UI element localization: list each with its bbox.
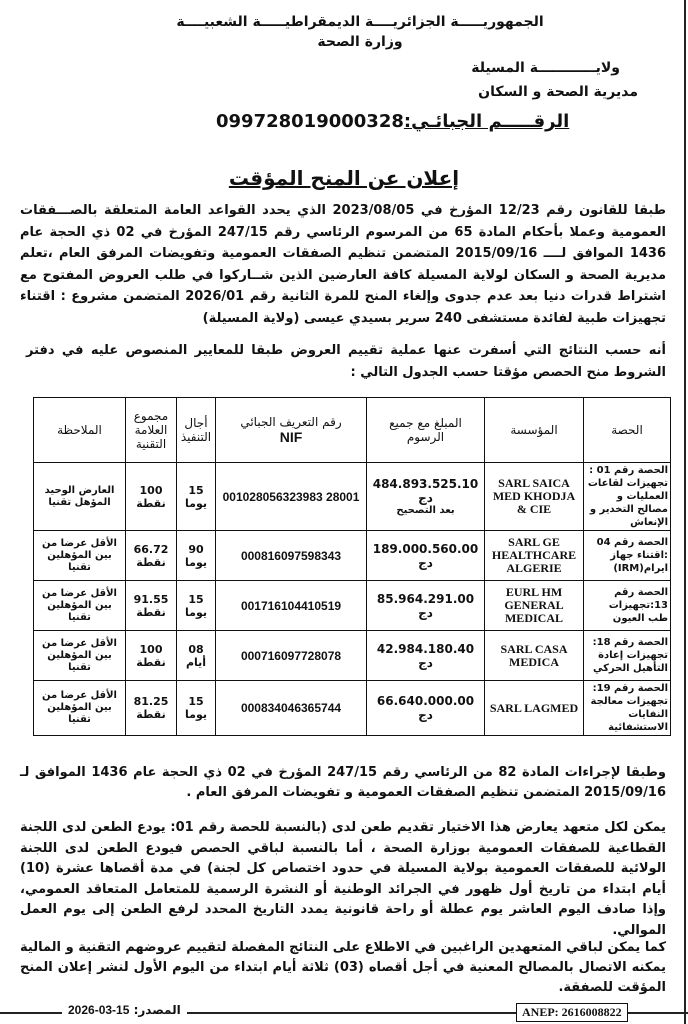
cell-nif: 001028056323983 28001 [216,463,367,531]
header-lot: الحصة [584,398,671,463]
header-note: الملاحظة [34,398,126,463]
header-nif [216,398,367,463]
cell-note: الأقل عرضا من بين المؤهلين تقنيا [34,681,126,736]
cell-delay: 08 أيام [177,631,216,681]
cell-note: الأقل عرضا من بين المؤهلين تقنيا [34,631,126,681]
cell-delay: 15 يوما [177,463,216,531]
legal-basis-paragraph: وطبقا لإجراءات المادة 82 من الرئاسي رقم 247/15 المؤرخ في 02 ذي الحجة عام 1436 الموافق لـ 2015/09/16 المتضمن تنظيم الصفقات العمومية و تفويضات المرفق العام . [20,765,666,800]
cell-amount: 42.984.180.40 دج [367,631,485,681]
directorate-heading: مديرية الصحة و السكان [478,84,638,100]
table-row [34,631,671,681]
ministry-heading: وزارة الصحة [317,34,403,50]
header-delay: أجال التنفيذ [177,398,216,463]
cell-lot: الحصة رقم 04 :اقتناء جهاز ايرام(IRM) [584,531,671,581]
cell-score: 81.25 نقطة [126,681,177,736]
cell-amount: 189.000.560.00 دج [367,531,485,581]
header-nif-ar: رقم التعريف الجبائي [240,415,342,429]
cell-amount: 85.964.291.00 دج [367,581,485,631]
table-row [34,463,671,531]
announcement-title [0,166,688,190]
cell-amount-note: بعد التصحيح [396,505,455,516]
cell-score: 100 نقطة [126,463,177,531]
appeal-paragraph: يمكن لكل متعهد يعارض هذا الاختيار تقديم طعن لدى (بالنسبة للحصة رقم 01: يودع الطعن لدى اللجنة القطاعية للصفقات العمومية بوزارة الصحة ، أما بالنسبة لباقي الحصص فيودع الطعن لدى اللجنة الولائية للصفقات العمومية بولاية المسيلة في حدود اختصاص كل لجنة) في مدة أقصاها عشرة (10) أيام ابتداء من تاريخ أول ظهور في الجرائد الوطنية أو النشرة الرسمية للمتعامل المتعاقد العمومي، وإذا صادف اليوم العاشر يوم عطلة أو راحة قانونية يمدد التاريخ المحدد لرفع الطعن إلى يوم العمل الموالي. [20,820,666,938]
tax-id-label: الرقـــــم الجبائـي: [403,111,570,132]
cell-delay: 15 يوما [177,681,216,736]
cell-score: 100 نقطة [126,631,177,681]
right-border-line [684,0,686,1024]
cell-note: العارض الوحيد المؤهل تقنيا [34,463,126,531]
consultation-paragraph: كما يمكن لباقي المتعهدين الراغبين في الاطلاع على النتائج المفصلة لتقييم عروضهم التقنية و المالية يمكنه الاتصال بالمصالح المعنية في أجل أقصاه (03) ثلاثة أيام ابتداء من اليوم الأول لنشر إعلان المنح المؤقت للصفقة. [20,940,666,995]
cell-score: 66.72 نقطة [126,531,177,581]
republic-heading: الجمهوريـــــة الجزائريــــة الديمقراطيـــــة الشعبيــــة [176,14,544,30]
source-label: المصدر: [133,1003,181,1017]
table-row [34,531,671,581]
cell-delay: 15 يوما [177,581,216,631]
cell-amount: 66.640.000.00 دج [367,681,485,736]
cell-delay: 90 يوما [177,531,216,581]
cell-firm: SARL SAICA MED KHODJA & CIE [485,463,584,531]
table-row [34,681,671,736]
header-score: مجموع العلامة التقنية [126,398,177,463]
table-row [34,581,671,631]
results-paragraph: أنه حسب النتائج التي أسفرت عنها عملية تقييم العروض طبقا للمعايير المنصوص عليه في دفتر الشروط منح الحصص مؤقتا حسب الجدول التالي : [26,343,666,380]
cell-firm: SARL LAGMED [485,681,584,736]
cell-nif: 000834046365744 [216,681,367,736]
cell-amount [367,463,485,531]
cell-firm: SARL CASA MEDICA [485,631,584,681]
cell-score: 91.55 نقطة [126,581,177,631]
cell-lot: الحصة رقم 01 : تجهيزات لقاعات العمليات و مصالح التخدير و الإنعاش [584,463,671,531]
header-nif-en: NIF [279,429,303,445]
cell-note: الأقل عرضا من بين المؤهلين تقنيا [34,581,126,631]
header-firm: المؤسسة [485,398,584,463]
cell-firm: SARL GE HEALTHCARE ALGERIE [485,531,584,581]
cell-lot: الحصة رقم 18: تجهيزات إعادة التأهيل الحركي [584,631,671,681]
cell-lot: الحصة رقم 19: تجهيزات معالجة النفايات الاستشفائية [584,681,671,736]
wilaya-heading: ولايــــــــــــة المسيلة [471,60,620,76]
source-line [62,1003,187,1017]
cell-firm: EURL HM GENERAL MEDICAL [485,581,584,631]
publication-date: 2026-03-15 [68,1003,130,1017]
cell-lot: الحصة رقم 13:تجهيزات طب العيون [584,581,671,631]
cell-nif: 000816097598343 [216,531,367,581]
header-amount: المبلغ مع جميع الرسوم [367,398,485,463]
cell-amount-value: 484.893.525.10 دج [372,477,479,505]
table-header-row [34,398,671,463]
cell-nif: 001716104410519 [216,581,367,631]
anep-reference: ANEP: 2616008822 [516,1003,628,1022]
cell-note: الأقل عرضا من بين المؤهلين تقنيا [34,531,126,581]
award-table [33,397,671,736]
tax-id-value: 099728019000328 [216,111,404,132]
intro-paragraph: طبقا للقانون رقم 12/23 المؤرخ في 2023/08/05 الذي يحدد القواعد العامة المتعلقة بالصـــفقات العمومية وعملا بأحكام المادة 65 من المرسوم الرئاسي رقم 247/15 المؤرخ في 02 ذي الحجة عام 1436 الموافق لــــ 2015/09/16 المتضمن تنظيم الصفقات العمومية وتفويضات المرفق العام ،تعلم مديرية الصحة و السكان لولاية المسيلة كافة العارضين الذين شــاركوا في طلب العروض المفتوح مع اشتراط قدرات دنيا بعد عدم جدوى وإلغاء المنح للمرة الثانية رقم 2026/01 المتضمن مشروع : اقتناء تجهيزات طبية لفائدة مستشفى 240 سرير بسيدي عيسى (ولاية المسيلة) [20,203,667,326]
cell-nif: 000716097728078 [216,631,367,681]
tax-id-line [216,111,569,132]
announcement-title-text: إعلان عن المنح المؤقت [228,166,460,190]
